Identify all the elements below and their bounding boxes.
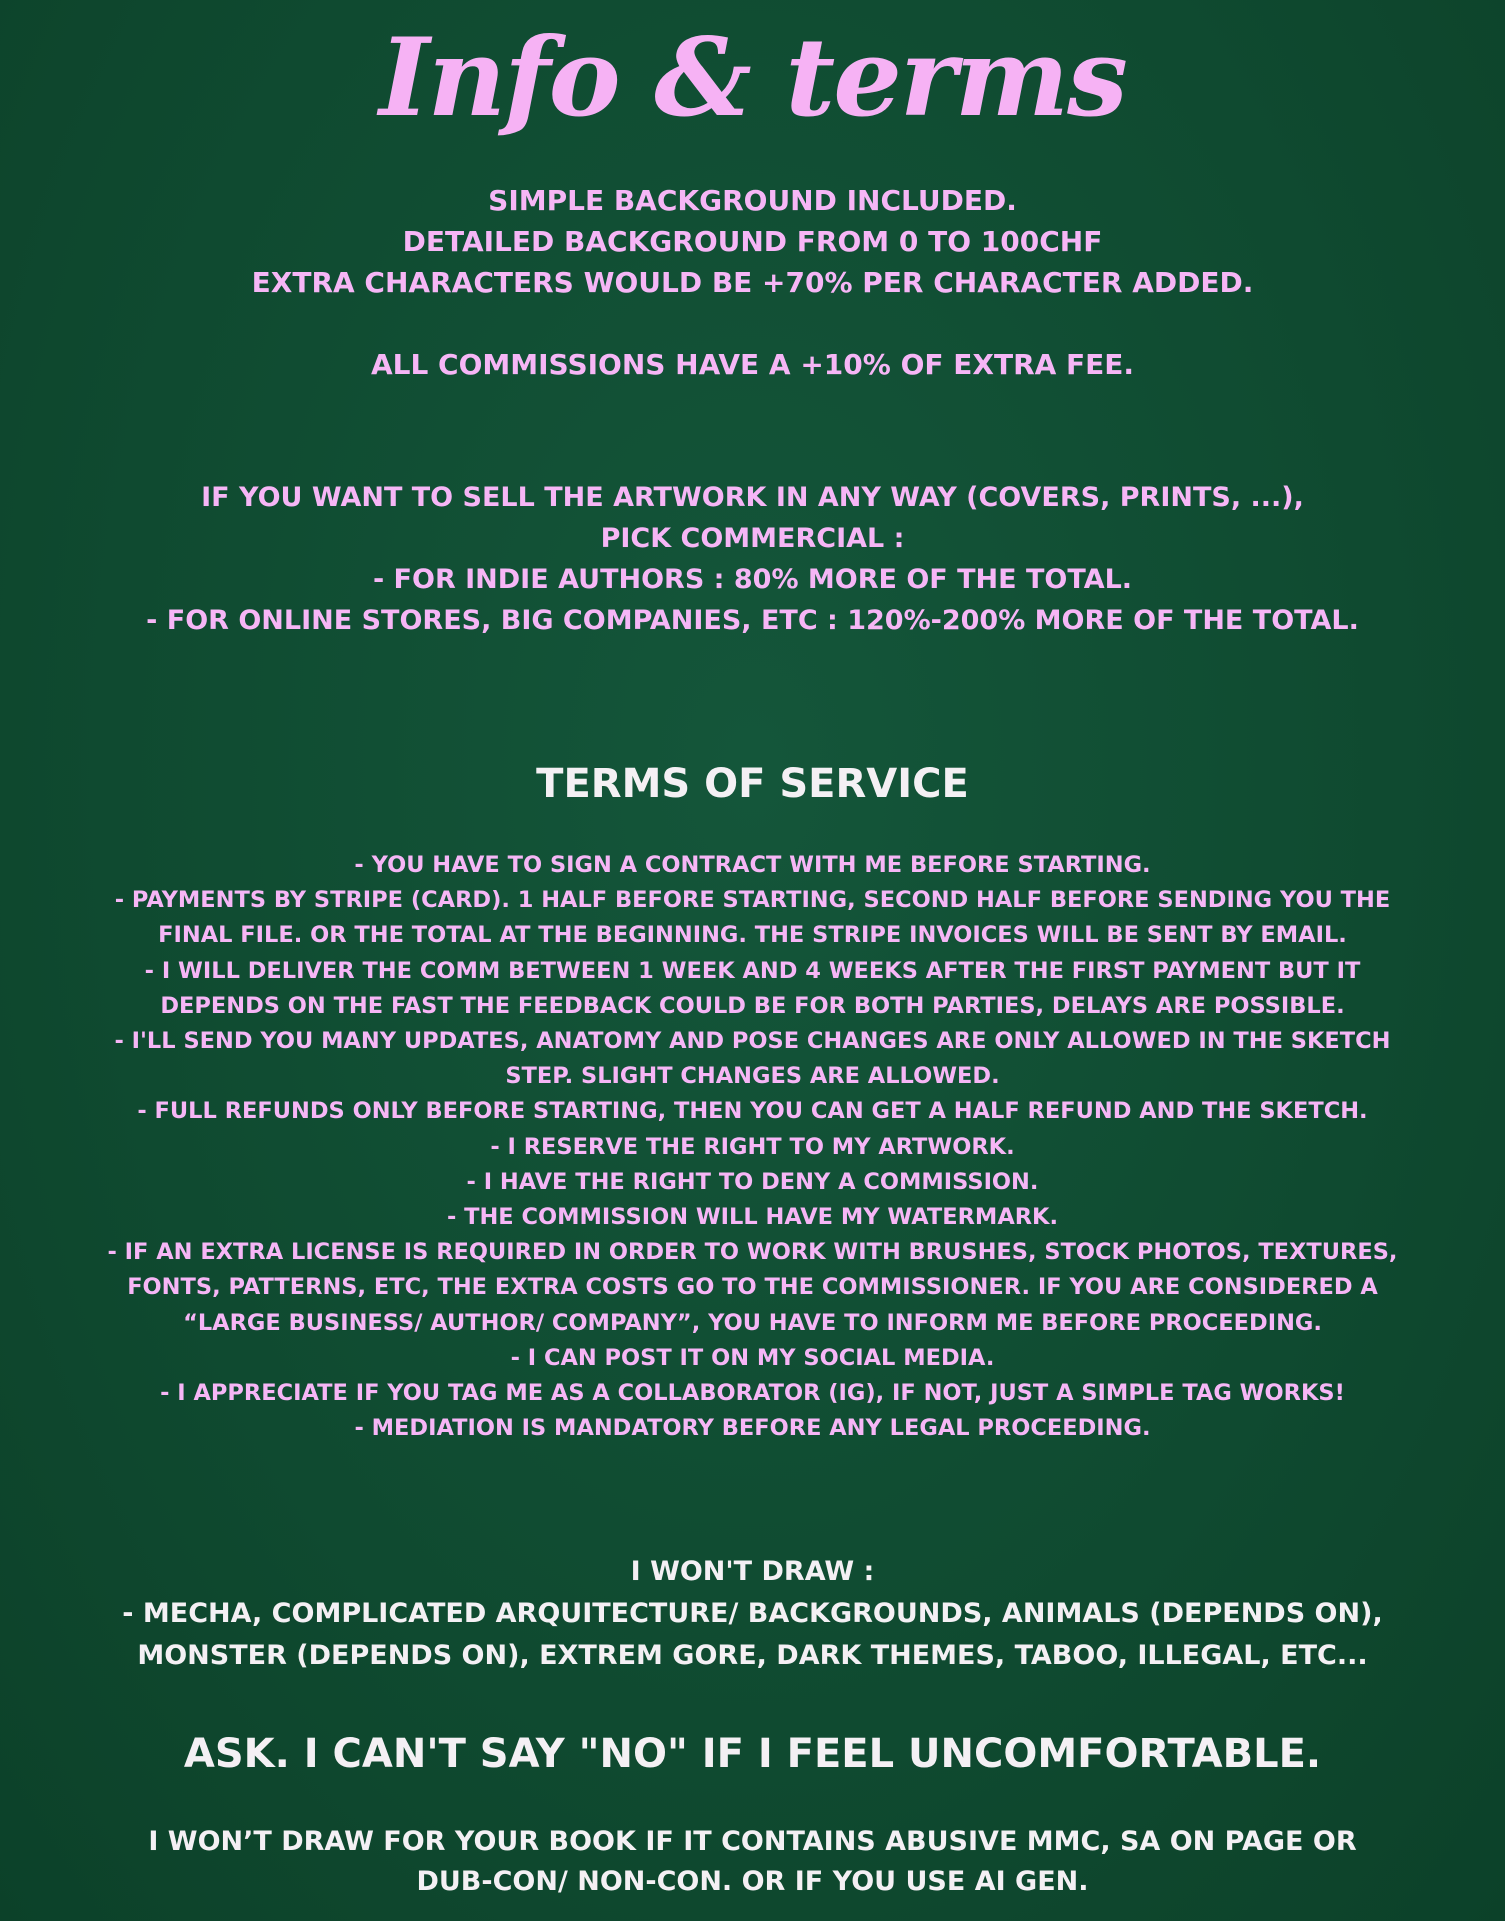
book-note	[30, 1822, 1475, 1902]
commercial-section	[30, 477, 1475, 641]
wont-draw-section	[30, 1551, 1475, 1677]
tos-line: - PAYMENTS BY STRIPE (CARD). 1 HALF BEFORE STARTING, SECOND HALF BEFORE SENDING YOU THE	[114, 887, 1391, 914]
tos-line: - I WILL DELIVER THE COMM BETWEEN 1 WEEK AND 4 WEEKS AFTER THE FIRST PAYMENT BUT IT	[144, 957, 1361, 984]
tos-line: - YOU HAVE TO SIGN A CONTRACT WITH ME BEFORE STARTING.	[354, 852, 1151, 878]
pricing-line: EXTRA CHARACTERS WOULD BE +70% PER CHARACTER ADDED.	[251, 266, 1254, 299]
tos-heading: TERMS OF SERVICE	[536, 761, 969, 807]
tos-line: - I CAN POST IT ON MY SOCIAL MEDIA.	[510, 1344, 995, 1371]
commercial-line: PICK COMMERCIAL :	[600, 523, 905, 554]
wont-draw-heading: I WON'T DRAW :	[630, 1556, 875, 1587]
ask-note: ASK. I CAN'T SAY "NO" IF I FEEL UNCOMFORTABLE.	[183, 1731, 1322, 1777]
tos-line: DEPENDS ON THE FAST THE FEEDBACK COULD BE FOR BOTH PARTIES, DELAYS ARE POSSIBLE.	[160, 992, 1345, 1019]
fee-note	[30, 344, 1475, 385]
pricing-section	[30, 180, 1475, 303]
tos-line: - I HAVE THE RIGHT TO DENY A COMMISSION.	[466, 1168, 1039, 1195]
fee-note-text: ALL COMMISSIONS HAVE A +10% OF EXTRA FEE.	[370, 348, 1135, 381]
wont-draw-line: MONSTER (DEPENDS ON), EXTREM GORE, DARK THEMES, TABOO, ILLEGAL, ETC...	[137, 1640, 1368, 1671]
tos-line: - MEDIATION IS MANDATORY BEFORE ANY LEGAL PROCEEDING.	[354, 1415, 1151, 1442]
tos-line: STEP. SLIGHT CHANGES ARE ALLOWED.	[505, 1063, 1000, 1090]
tos-line: FINAL FILE. OR THE TOTAL AT THE BEGINNING. THE STRIPE INVOICES WILL BE SENT BY EMAIL.	[158, 922, 1347, 949]
wont-draw-line: - MECHA, COMPLICATED ARQUITECTURE/ BACKGROUNDS, ANIMALS (DEPENDS ON),	[122, 1598, 1383, 1629]
tos-line: - IF AN EXTRA LICENSE IS REQUIRED IN ORDER TO WORK WITH BRUSHES, STOCK PHOTOS, TEXTURES,	[107, 1239, 1398, 1266]
commercial-line: IF YOU WANT TO SELL THE ARTWORK IN ANY WAY (COVERS, PRINTS, ...),	[201, 482, 1304, 513]
commercial-line: - FOR INDIE AUTHORS : 80% MORE OF THE TOTAL.	[372, 564, 1133, 595]
tos-list	[30, 848, 1475, 1446]
page-title: Info & terms	[379, 15, 1126, 141]
book-note-line: DUB-CON/ NON-CON. OR IF YOU USE AI GEN.	[416, 1866, 1089, 1897]
commercial-line: - FOR ONLINE STORES, BIG COMPANIES, ETC : 120%-200% MORE OF THE TOTAL.	[146, 605, 1359, 636]
pricing-line: DETAILED BACKGROUND FROM 0 TO 100CHF	[402, 225, 1103, 258]
tos-line: - I RESERVE THE RIGHT TO MY ARTWORK.	[490, 1133, 1015, 1160]
pricing-line: SIMPLE BACKGROUND INCLUDED.	[488, 184, 1017, 217]
tos-line: - THE COMMISSION WILL HAVE MY WATERMARK.	[446, 1204, 1059, 1231]
book-note-line: I WON’T DRAW FOR YOUR BOOK IF IT CONTAINS ABUSIVE MMC, SA ON PAGE OR	[148, 1826, 1357, 1857]
tos-line: FONTS, PATTERNS, ETC, THE EXTRA COSTS GO TO THE COMMISSIONER. IF YOU ARE CONSIDERED A	[127, 1274, 1378, 1301]
tos-line: - FULL REFUNDS ONLY BEFORE STARTING, THEN YOU CAN GET A HALF REFUND AND THE SKETCH.	[137, 1098, 1368, 1125]
tos-line: - I'LL SEND YOU MANY UPDATES, ANATOMY AND POSE CHANGES ARE ONLY ALLOWED IN THE SKETCH	[114, 1028, 1391, 1055]
tos-line: “LARGE BUSINESS/ AUTHOR/ COMPANY”, YOU HAVE TO INFORM ME BEFORE PROCEEDING.	[183, 1309, 1322, 1336]
tos-line: - I APPRECIATE IF YOU TAG ME AS A COLLABORATOR (IG), IF NOT, JUST A SIMPLE TAG WORKS!	[160, 1380, 1345, 1407]
